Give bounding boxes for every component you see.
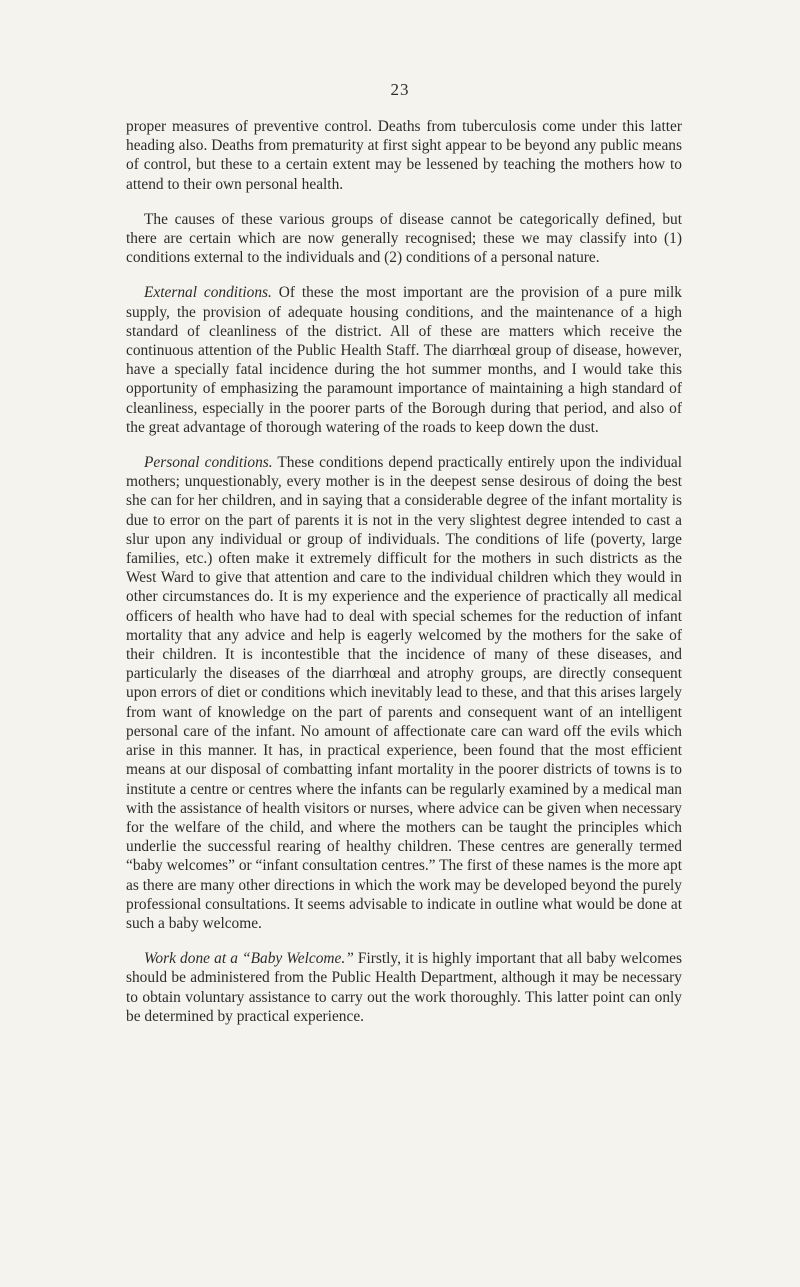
section-heading: Work done at a “Baby Welcome.”: [144, 950, 354, 968]
paragraph-continued: [126, 117, 682, 194]
page-number: 23: [390, 80, 410, 99]
paragraph-text: Firstly, it is highly important that all baby welcomes should be administered from the Public Health Department, although it may be necessary to obtain voluntary assistance to carry out the work thoroughly. This latter point can only be determined by practical experience.: [126, 950, 682, 1025]
paragraph-causes: [126, 210, 682, 268]
paragraph-text: proper measures of preventive control. Deaths from tuberculosis come under this latter heading also. Deaths from prematurity at first sight appear to be beyond any public means of control, but these to a certain extent may be lessened by teaching the mothers how to attend to their own personal health.: [126, 118, 682, 193]
section-heading: Personal conditions.: [144, 454, 273, 472]
paragraph-text: The causes of these various groups of disease cannot be categorically defined, but there are certain which are now generally recognised; these we may classify into (1) conditions external to the individuals and (2) conditions of a personal nature.: [126, 210, 682, 267]
paragraph-personal-conditions: [126, 453, 682, 933]
section-heading: External conditions.: [144, 284, 272, 302]
document-body: [126, 117, 682, 1042]
paragraph-text: Of these the most important are the provision of a pure milk supply, the provision of adequate housing conditions, and the maintenance of a high standard of cleanliness of the district. All of these are matters which receive the continuous attention of the Public Health Staff. The diarrhœal group of disease, however, have a specially fatal incidence during the hot summer months, and I would take this opportunity of emphasizing the paramount importance of maintaining a high standard of cleanliness, especially in the poorer parts of the Borough during that period, and also of the great advantage of thorough watering of the roads to keep down the dust.: [126, 284, 682, 436]
paragraph-baby-welcome: [126, 949, 682, 1026]
paragraph-text: These conditions depend practically entirely upon the individual mothers; unquestionably, every mother is in the deepest sense desirous of doing the best she can for her children, and in saying that a considerable degree of the infant mortality is due to error on the part of parents it is not in the very slightest degree intended to cast a slur upon any individual or group of individuals. The conditions of life (poverty, large families, etc.) often make it extremely difficult for the mothers in such districts as the West Ward to give that attention and care to the individual children which they would in other circumstances do. It is my experience and the experience of practically all medical officers of health who have had to deal with special schemes for the reduction of infant mortality that any advice and help is eagerly welcomed by the mothers for the sake of their children. It is incontestible that the incidence of many of these diseases, and particularly the diseases of the diarrhœal and atrophy groups, are directly consequent upon errors of diet or conditions which inevitably lead to these, and that this arises largely from want of knowledge on the part of parents and consequent want of an intelligent personal care of the infant. No amount of affectionate care can ward off the evils which arise in this manner. It has, in practical experience, been found that the most efficient means at our disposal of combatting infant mortality in the poorer districts of towns is to institute a centre or centres where the infants can be regularly examined by a medical man with the assistance of health visitors or nurses, where advice can be given when necessary for the welfare of the child, and where the mothers can be taught the principles which underlie the successful rearing of healthy children. These centres are generally termed “baby welcomes” or “infant consultation centres.” The first of these names is the more apt as there are many other directions in which the work may be developed beyond the purely professional consultations. It seems advisable to indicate in outline what would be done at such a baby welcome.: [126, 454, 682, 932]
paragraph-external-conditions: [126, 283, 682, 437]
